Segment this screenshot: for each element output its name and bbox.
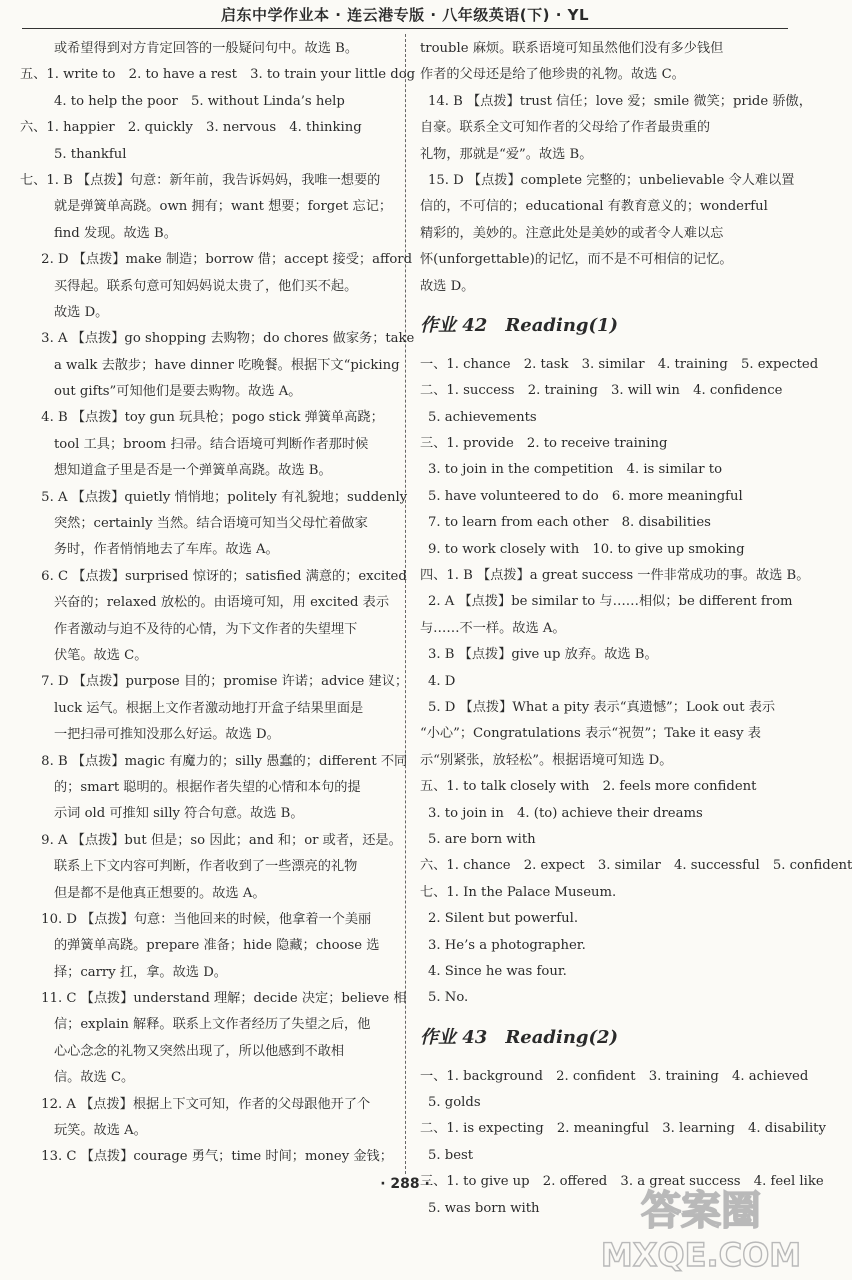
answer-line: 三、1. provide 2. to receive training <box>420 436 668 452</box>
answer-line: 二、1. success 2. training 3. will win 4. confidence <box>420 383 783 399</box>
answer-line: 的弹簧单高跷。prepare 准备；hide 隐藏；choose 选 <box>54 938 380 954</box>
answer-line: a walk 去散步；have dinner 吃晚餐。根据下文“picking <box>54 357 400 373</box>
answer-line: 5. thankful <box>54 146 127 162</box>
answer-line: 突然；certainly 当然。结合语境可知当父母忙着做家 <box>54 516 368 532</box>
answer-line: 6. C 【点拨】surprised 惊讶的；satisfied 满意的；excited <box>28 568 407 584</box>
watermark-line2: MXQE.COM <box>600 1236 802 1274</box>
answer-line: 2. A 【点拨】be similar to 与……相似；be different from <box>428 594 793 610</box>
answer-line: 5. are born with <box>428 831 536 847</box>
answer-line: 3. to join in the competition 4. is similar to <box>428 462 723 478</box>
answer-line: 一、1. background 2. confident 3. training 4. achieved <box>420 1068 809 1084</box>
answer-line: 与……不一样。故选 A。 <box>420 620 566 636</box>
answer-line: 玩笑。故选 A。 <box>54 1123 147 1139</box>
answer-line: find 发现。故选 B。 <box>54 225 177 241</box>
answer-line: 四、1. B 【点拨】a great success 一件非常成功的事。故选 B。 <box>420 568 810 584</box>
answer-line: out gifts”可知他们是要去购物。故选 A。 <box>54 384 302 400</box>
answer-line: 七、1. In the Palace Museum. <box>420 884 617 900</box>
answer-line: 14. B 【点拨】trust 信任；love 爱；smile 微笑；pride 骄傲， <box>428 93 812 109</box>
answer-line: 就是弹簧单高跷。own 拥有；want 想要；forget 忘记； <box>54 199 393 215</box>
answer-line: 5. golds <box>428 1095 481 1111</box>
answer-line: 11. C 【点拨】understand 理解；decide 决定；believe 相 <box>28 991 407 1007</box>
answer-line: 的；smart 聪明的。根据作者失望的心情和本句的提 <box>54 779 361 795</box>
answer-line: 信。故选 C。 <box>54 1070 135 1086</box>
answer-line: 10. D 【点拨】句意：当他回来的时候，他拿着一个美丽 <box>28 911 372 927</box>
answer-line: “小心”；Congratulations 表示“祝贺”；Take it easy 表 <box>420 726 761 742</box>
left-column <box>20 36 416 1171</box>
answer-line: 但是都不是他真正想要的。故选 A。 <box>54 885 266 901</box>
answer-line: tool 工具；broom 扫帚。结合语境可判断作者那时候 <box>54 436 369 452</box>
answer-line: 自豪。联系全文可知作者的父母给了作者最贵重的 <box>420 120 711 136</box>
answer-line: 故选 D。 <box>420 278 475 294</box>
answer-line: 7. to learn from each other 8. disabilities <box>428 515 711 531</box>
answer-line: 4. B 【点拨】toy gun 玩具枪；pogo stick 弹簧单高跷； <box>28 410 384 426</box>
answer-line: 5. have volunteered to do 6. more meaningful <box>428 488 743 504</box>
section-heading: 作业 43 Reading(2) <box>420 1026 619 1048</box>
answer-line: 三、1. to give up 2. offered 3. a great success 4. feel like <box>420 1174 824 1190</box>
answer-line: 信；explain 解释。联系上文作者经历了失望之后，他 <box>54 1017 371 1033</box>
answer-line: 六、1. happier 2. quickly 3. nervous 4. thinking <box>20 120 362 136</box>
answer-line: 9. A 【点拨】but 但是；so 因此；and 和；or 或者，还是。 <box>28 832 402 848</box>
header-rule <box>22 28 788 29</box>
answer-line: 五、1. write to 2. to have a rest 3. to train your little dog <box>20 67 416 83</box>
answer-line: 想知道盒子里是否是一个弹簧单高跷。故选 B。 <box>54 463 332 479</box>
answer-line: 精彩的，美妙的。注意此处是美妙的或者令人难以忘 <box>420 225 724 241</box>
answer-line: 作者的父母还是给了他珍贵的礼物。故选 C。 <box>420 67 685 83</box>
answer-line: 择；carry 扛，拿。故选 D。 <box>54 964 227 980</box>
answer-line: 15. D 【点拨】complete 完整的；unbelievable 令人难以置 <box>428 172 795 188</box>
watermark-line1: 答案圈 <box>641 1188 761 1234</box>
answer-line: 示词 old 可推知 silly 符合句意。故选 B。 <box>54 806 304 822</box>
answer-line: 2. Silent but powerful. <box>428 911 579 927</box>
page-header: 启东中学作业本 · 连云港专版 · 八年级英语(下) · YL <box>220 6 590 24</box>
page-number: · 288 · <box>380 1176 430 1192</box>
answer-line: 作者激动与迫不及待的心情，为下文作者的失望埋下 <box>54 621 358 637</box>
watermark-logo <box>600 1180 802 1274</box>
answer-line: 5. No. <box>428 990 469 1006</box>
answer-line: 8. B 【点拨】magic 有魔力的；silly 愚蠢的；different 不同 <box>28 753 408 769</box>
answer-line: 务时，作者悄悄地去了车库。故选 A。 <box>54 542 279 558</box>
answer-line: 七、1. B 【点拨】句意：新年前，我告诉妈妈，我唯一想要的 <box>20 172 381 188</box>
answer-line: 4. to help the poor 5. without Linda’s help <box>54 93 345 109</box>
answer-line: 5. achievements <box>428 409 537 425</box>
answer-line: 兴奋的；relaxed 放松的。由语境可知，用 excited 表示 <box>54 595 390 611</box>
section-heading: 作业 42 Reading(1) <box>420 314 619 336</box>
answer-line: 六、1. chance 2. expect 3. similar 4. successful 5. confident <box>420 858 852 874</box>
answer-line: 信的，不可信的；educational 有教育意义的；wonderful <box>420 199 768 215</box>
answer-line: 伏笔。故选 C。 <box>54 647 148 663</box>
answer-line: 5. D 【点拨】What a pity 表示“真遗憾”；Look out 表示 <box>428 699 776 715</box>
answer-line: 一把扫帚可推知没那么好运。故选 D。 <box>54 727 280 743</box>
answer-line: 怀(unforgettable)的记忆，而不是不可相信的记忆。 <box>420 252 733 268</box>
answer-line: 12. A 【点拨】根据上下文可知，作者的父母跟他开了个 <box>28 1096 371 1112</box>
answer-line: 示“别紧张，放轻松”。根据语境可知选 D。 <box>420 752 673 768</box>
answer-line: 2. D 【点拨】make 制造；borrow 借；accept 接受；afford <box>28 252 413 268</box>
answer-line: 13. C 【点拨】courage 勇气；time 时间；money 金钱； <box>28 1149 393 1165</box>
answer-line: 一、1. chance 2. task 3. similar 4. training 5. expected <box>420 356 819 372</box>
answer-line: 二、1. is expecting 2. meaningful 3. learning 4. disability <box>420 1121 826 1137</box>
answer-line: 礼物，那就是“爱”。故选 B。 <box>420 146 593 162</box>
answer-line: 买得起。联系句意可知妈妈说太贵了，他们买不起。 <box>54 278 358 294</box>
answer-line: 五、1. to talk closely with 2. feels more confident <box>420 779 757 795</box>
answer-line: 5. best <box>428 1147 474 1163</box>
answer-line: 9. to work closely with 10. to give up smoking <box>428 541 745 557</box>
answer-line: 5. was born with <box>428 1200 540 1216</box>
right-column <box>420 36 852 1222</box>
answer-line: 3. to join in 4. (to) achieve their dreams <box>428 805 703 821</box>
answer-line: 联系上下文内容可判断，作者收到了一些漂亮的礼物 <box>54 859 358 875</box>
answer-line: 5. A 【点拨】quietly 悄悄地；politely 有礼貌地；suddenly <box>28 489 408 505</box>
answer-line: 或希望得到对方肯定回答的一般疑问句中。故选 B。 <box>54 41 359 56</box>
answer-line: 心心念念的礼物又突然出现了，所以他感到不敢相 <box>54 1043 345 1059</box>
answer-line: 7. D 【点拨】purpose 目的；promise 许诺；advice 建议； <box>28 674 409 690</box>
answer-line: 3. He’s a photographer. <box>428 937 586 953</box>
answer-line: 3. A 【点拨】go shopping 去购物；do chores 做家务；take <box>28 331 415 347</box>
answer-line: 3. B 【点拨】give up 放弃。故选 B。 <box>428 647 658 663</box>
answer-line: trouble 麻烦。联系语境可知虽然他们没有多少钱但 <box>420 41 724 56</box>
answer-line: 4. Since he was four. <box>428 963 567 979</box>
answer-line: 4. D <box>428 673 456 689</box>
answer-line: luck 运气。根据上文作者激动地打开盒子结果里面是 <box>54 700 364 716</box>
answer-line: 故选 D。 <box>54 304 109 320</box>
